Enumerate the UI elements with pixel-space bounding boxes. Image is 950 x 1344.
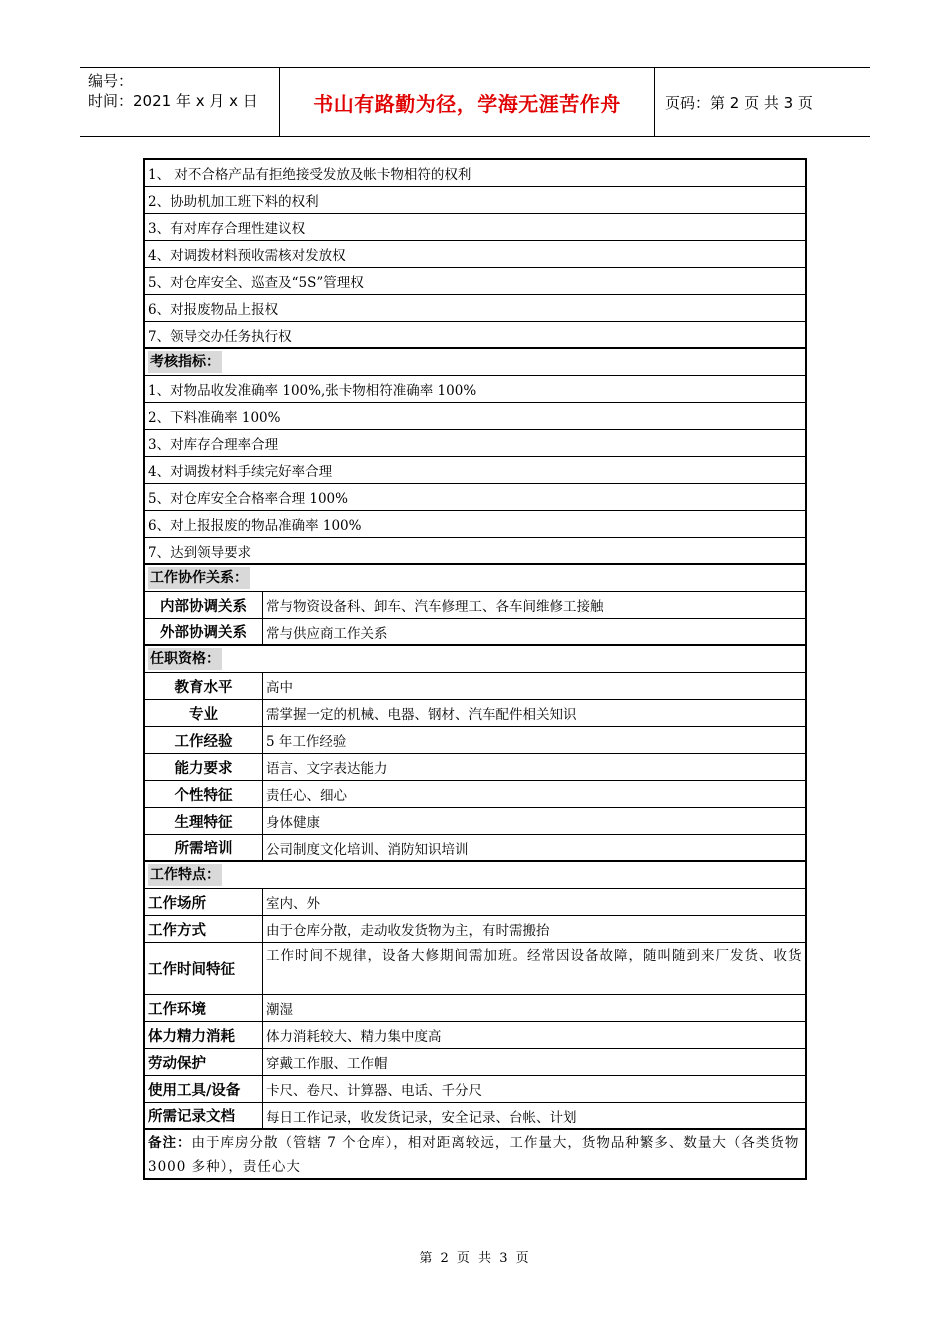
rights-row <box>145 187 805 214</box>
qualification-label: 能力要求 <box>145 754 263 780</box>
relation-label: 内部协调关系 <box>145 592 263 618</box>
rights-row <box>145 268 805 295</box>
rights-row <box>145 322 805 349</box>
rights-row <box>145 160 805 187</box>
rights-item: 1、 对不合格产品有拒绝接受发放及帐卡物相符的权利 <box>148 167 472 183</box>
feature-label: 工作时间特征 <box>145 943 263 994</box>
feature-row <box>145 916 805 943</box>
document-date: 时间：2021 年 x 月 x 日 <box>88 92 258 110</box>
qualification-label: 生理特征 <box>145 808 263 834</box>
qualification-label: 教育水平 <box>145 673 263 699</box>
rights-item: 7、领导交办任务执行权 <box>148 328 292 345</box>
kpi-item: 1、对物品收发准确率 100%,张卡物相符准确率 100% <box>148 383 477 399</box>
relation-row <box>145 619 805 646</box>
qualification-value: 需掌握一定的机械、电器、钢材、汽车配件相关知识 <box>266 707 577 723</box>
feature-label: 所需记录文档 <box>145 1103 263 1128</box>
qualification-row <box>145 700 805 727</box>
note-row <box>145 1130 805 1178</box>
page-header <box>80 67 870 137</box>
note-cell <box>145 1130 805 1178</box>
kpi-item: 7、达到领导要求 <box>148 544 252 561</box>
qualification-value: 高中 <box>266 680 293 696</box>
feature-row <box>145 889 805 916</box>
qualification-label: 所需培训 <box>145 835 263 860</box>
note-text: 由于库房分散（管辖 7 个仓库），相对距离较远，工作量大，货物品种繁多、数量大（各类货物 3000 多种），责任心大 <box>148 1135 800 1175</box>
qualification-label: 专业 <box>145 700 263 726</box>
qualification-row <box>145 727 805 754</box>
kpi-item: 2、下料准确率 100% <box>148 410 281 426</box>
kpi-row <box>145 484 805 511</box>
feature-row <box>145 995 805 1022</box>
qualification-row <box>145 808 805 835</box>
kpi-item: 3、对库存合理率合理 <box>148 437 279 453</box>
feature-value: 体力消耗较大、精力集中度高 <box>266 1029 442 1045</box>
feature-value: 由于仓库分散，走动收发货物为主，有时需搬抬 <box>266 923 550 939</box>
document-number: 编号： <box>88 72 134 90</box>
feature-row <box>145 1103 805 1130</box>
qualification-value: 公司制度文化培训、消防知识培训 <box>266 841 469 858</box>
rights-item: 5、对仓库安全、巡查及“5S”管理权 <box>148 275 364 291</box>
feature-label: 工作方式 <box>145 916 263 942</box>
section-header-relations <box>145 565 805 592</box>
section-title: 工作协作关系： <box>148 567 250 589</box>
section-header-features <box>145 862 805 889</box>
feature-row <box>145 1076 805 1103</box>
kpi-row <box>145 511 805 538</box>
section-title: 任职资格： <box>148 648 222 670</box>
qualification-value: 5 年工作经验 <box>266 734 347 750</box>
qualification-row <box>145 754 805 781</box>
rights-item: 4、对调拨材料预收需核对发放权 <box>148 248 346 264</box>
kpi-row <box>145 457 805 484</box>
rights-item: 2、协助机加工班下料的权利 <box>148 194 319 210</box>
qualification-label: 工作经验 <box>145 727 263 753</box>
feature-label: 工作场所 <box>145 889 263 915</box>
kpi-row <box>145 538 805 565</box>
header-page-cell <box>655 68 870 136</box>
rights-row <box>145 214 805 241</box>
qualification-value: 身体健康 <box>266 815 320 831</box>
feature-value: 每日工作记录，收发货记录，安全记录、台帐、计划 <box>266 1109 577 1126</box>
rights-item: 3、有对库存合理性建议权 <box>148 221 306 237</box>
job-description-table <box>143 158 807 1180</box>
page-footer: 第 2 页 共 3 页 <box>419 1251 531 1266</box>
relation-value: 常与供应商工作关系 <box>266 625 388 642</box>
feature-value: 室内、外 <box>266 896 320 912</box>
qualification-value: 责任心、细心 <box>266 788 347 804</box>
note-label: 备注： <box>148 1135 192 1151</box>
feature-label: 使用工具/设备 <box>145 1076 263 1102</box>
feature-label: 体力精力消耗 <box>145 1022 263 1048</box>
section-header-qualifications <box>145 646 805 673</box>
header-page-number: 页码：第 2 页 共 3 页 <box>665 93 813 112</box>
feature-value: 工作时间不规律，设备大修期间需加班。经常因设备故障，随叫随到来厂发货、收货 <box>266 948 803 964</box>
feature-label: 劳动保护 <box>145 1049 263 1075</box>
feature-row <box>145 1022 805 1049</box>
header-motto-cell <box>280 68 655 136</box>
relation-row <box>145 592 805 619</box>
kpi-row <box>145 376 805 403</box>
header-meta <box>80 68 280 136</box>
relation-label: 外部协调关系 <box>145 619 263 644</box>
qualification-row <box>145 781 805 808</box>
relation-value: 常与物资设备科、卸车、汽车修理工、各车间维修工接触 <box>266 599 604 615</box>
feature-row <box>145 1049 805 1076</box>
qualification-row <box>145 835 805 862</box>
feature-row <box>145 943 805 995</box>
qualification-label: 个性特征 <box>145 781 263 807</box>
feature-value: 潮湿 <box>266 1002 293 1018</box>
feature-label: 工作环境 <box>145 995 263 1021</box>
feature-value: 卡尺、卷尺、计算器、电话、千分尺 <box>266 1083 482 1099</box>
rights-row <box>145 295 805 322</box>
kpi-row <box>145 403 805 430</box>
kpi-item: 5、对仓库安全合格率合理 100% <box>148 491 348 507</box>
qualification-value: 语言、文字表达能力 <box>266 761 388 777</box>
rights-item: 6、对报废物品上报权 <box>148 302 279 318</box>
section-title: 工作特点： <box>148 864 222 886</box>
kpi-item: 4、对调拨材料手续完好率合理 <box>148 464 333 480</box>
section-title: 考核指标： <box>148 351 222 373</box>
header-motto: 书山有路勤为径，学海无涯苦作舟 <box>313 91 621 116</box>
kpi-row <box>145 430 805 457</box>
section-header-kpi <box>145 349 805 376</box>
feature-value: 穿戴工作服、工作帽 <box>266 1056 388 1072</box>
rights-row <box>145 241 805 268</box>
kpi-item: 6、对上报报废的物品准确率 100% <box>148 518 362 534</box>
qualification-row <box>145 673 805 700</box>
